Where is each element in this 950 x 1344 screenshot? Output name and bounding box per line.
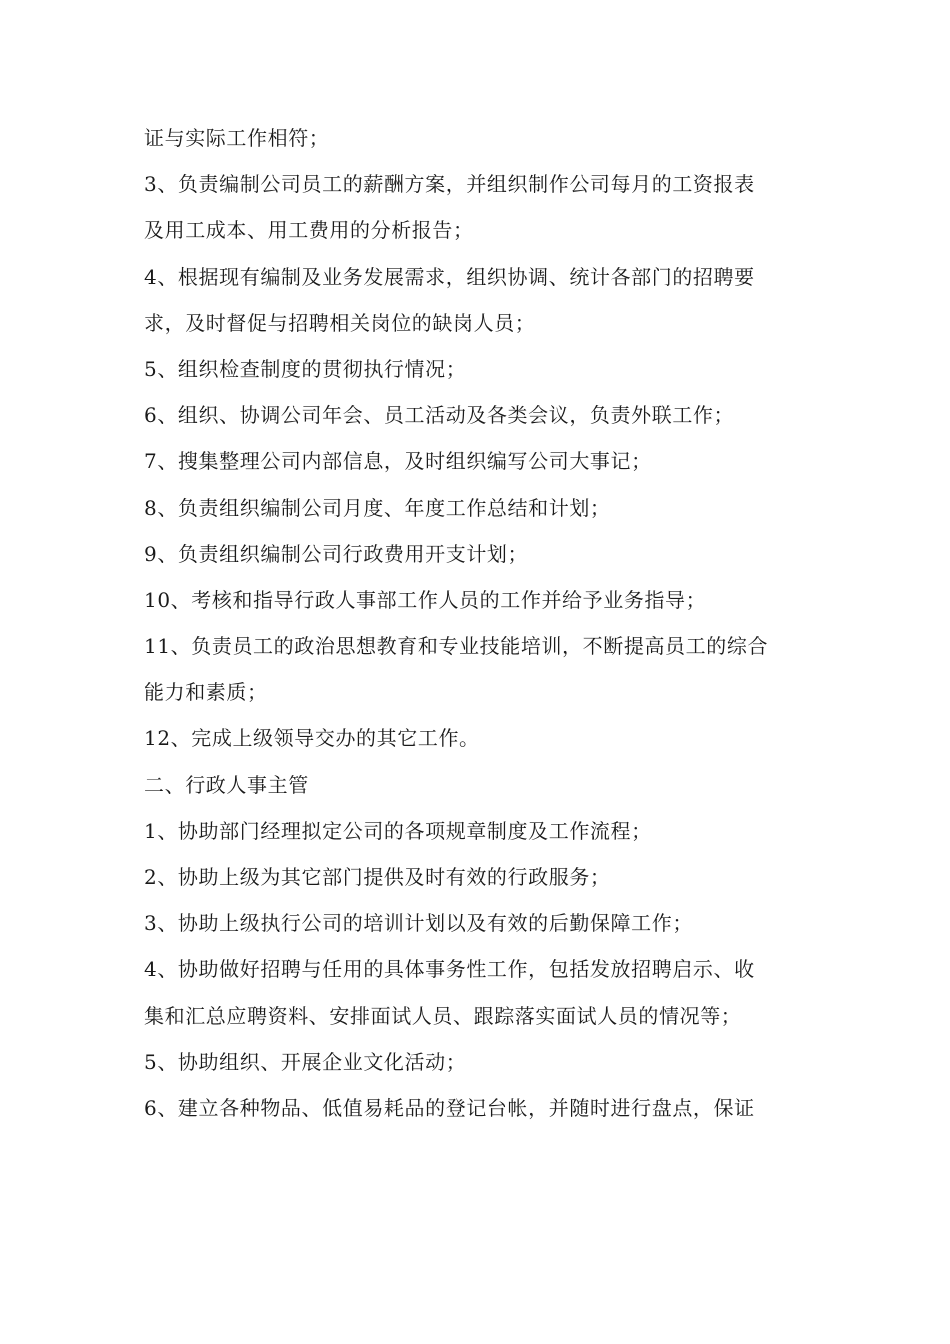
text-line: 9、负责组织编制公司行政费用开支计划； [144,541,529,566]
text-line: 6、组织、协调公司年会、员工活动及各类会议，负责外联工作； [144,403,735,428]
text-line: 能力和素质； [144,680,268,705]
text-line: 3、负责编制公司员工的薪酬方案，并组织制作公司每月的工资报表 [144,172,755,197]
text-line: 1、协助部门经理拟定公司的各项规章制度及工作流程； [144,818,652,843]
text-line: 2、协助上级为其它部门提供及时有效的行政服务； [144,865,611,889]
text-line: 求，及时督促与招聘相关岗位的缺岗人员； [144,310,536,335]
section-heading: 二、行政人事主管 [144,772,309,797]
text-line: 3、协助上级执行公司的培训计划以及有效的后勤保障工作； [144,911,693,936]
text-line: 5、组织检查制度的贯彻执行情况； [144,356,467,381]
text-line: 10、考核和指导行政人事部工作人员的工作并给予业务指导； [144,587,707,612]
text-line: 4、根据现有编制及业务发展需求，组织协调、统计各部门的招聘要 [144,264,755,289]
text-line: 6、建立各种物品、低值易耗品的登记台帐，并随时进行盘点，保证 [144,1095,755,1120]
document-body [144,115,824,1131]
text-line: 8、负责组织编制公司月度、年度工作总结和计划； [144,495,611,520]
text-line: 11、负责员工的政治思想教育和专业技能培训，不断提高员工的综合 [144,634,769,659]
text-line: 证与实际工作相符； [144,126,330,150]
text-line: 4、协助做好招聘与任用的具体事务性工作，包括发放招聘启示、收 [144,957,755,982]
text-line: 7、搜集整理公司内部信息，及时组织编写公司大事记； [144,449,652,474]
text-line: 及用工成本、用工费用的分析报告； [144,218,474,243]
text-line: 集和汇总应聘资料、安排面试人员、跟踪落实面试人员的情况等； [144,1003,742,1028]
text-line: 12、完成上级领导交办的其它工作。 [144,726,480,751]
text-line: 5、协助组织、开展企业文化活动； [144,1049,467,1074]
